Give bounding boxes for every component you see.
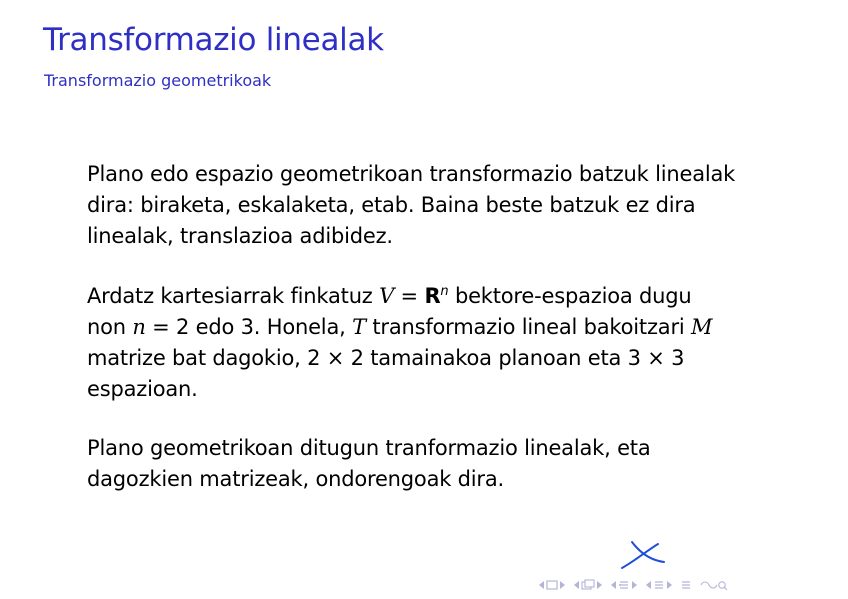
- beamer-navigation-bar: [538, 577, 729, 593]
- search-icon[interactable]: [699, 579, 729, 591]
- text-run: non: [87, 315, 133, 339]
- math-exponent-n: n: [440, 284, 449, 299]
- paragraph-2: [87, 281, 777, 405]
- frame-nav-group: [538, 580, 566, 590]
- section-nav-group: [645, 579, 673, 591]
- paragraph-2-line: [87, 312, 777, 343]
- frame-icon[interactable]: [581, 579, 595, 591]
- paragraph-2-line: espazioan.: [87, 377, 198, 401]
- arrow-right-icon[interactable]: [666, 580, 673, 590]
- text-run: bektore-espazioa dugu: [448, 284, 692, 308]
- arrow-left-icon[interactable]: [573, 580, 580, 590]
- arrow-right-icon[interactable]: [631, 580, 638, 590]
- section-icon[interactable]: [653, 579, 665, 591]
- text-run: = 2 edo 3. Honela,: [145, 315, 353, 339]
- handwritten-cross-mark: [618, 538, 672, 572]
- arrow-right-icon[interactable]: [559, 580, 566, 590]
- math-var-m: M: [691, 315, 713, 339]
- subsection-icon[interactable]: [618, 579, 630, 591]
- paragraph-3-line: Plano geometrikoan ditugun tranformazio linealak, eta: [87, 436, 651, 460]
- equals-sign: =: [394, 284, 425, 308]
- math-var-v: V: [379, 284, 395, 308]
- arrow-left-icon[interactable]: [538, 580, 545, 590]
- arrow-right-icon[interactable]: [596, 580, 603, 590]
- paragraph-3: [87, 433, 777, 495]
- paragraph-2-line: matrize bat dagokio, 2 × 2 tamainakoa planoan eta 3 × 3: [87, 346, 685, 370]
- math-var-t: T: [352, 315, 366, 339]
- paragraph-3-line: dagozkien matrizeak, ondorengoak dira.: [87, 467, 505, 491]
- align-icon[interactable]: [680, 579, 692, 591]
- text-run: transformazio lineal bakoitzari: [365, 315, 691, 339]
- paragraph-1: [87, 159, 777, 252]
- paragraph-1-line: linealak, translazioa adibidez.: [87, 224, 393, 248]
- paragraph-1-line: Plano edo espazio geometrikoan transformazio batzuk linealak: [87, 162, 736, 186]
- text-run: Ardatz kartesiarrak finkatuz: [87, 284, 380, 308]
- arrow-left-icon[interactable]: [645, 580, 652, 590]
- page-nav-group: [573, 579, 603, 591]
- frame-icon[interactable]: [546, 580, 558, 590]
- paragraph-1-line: dira: biraketa, eskalaketa, etab. Baina beste batzuk ez dira: [87, 193, 696, 217]
- slide-title: Transformazio linealak: [43, 22, 384, 58]
- slide-subtitle: Transformazio geometrikoak: [44, 71, 272, 90]
- arrow-left-icon[interactable]: [610, 580, 617, 590]
- math-var-n: n: [132, 315, 146, 339]
- subsection-nav-group: [610, 579, 638, 591]
- paragraph-2-line: [87, 281, 777, 312]
- math-real-set: R: [424, 284, 441, 308]
